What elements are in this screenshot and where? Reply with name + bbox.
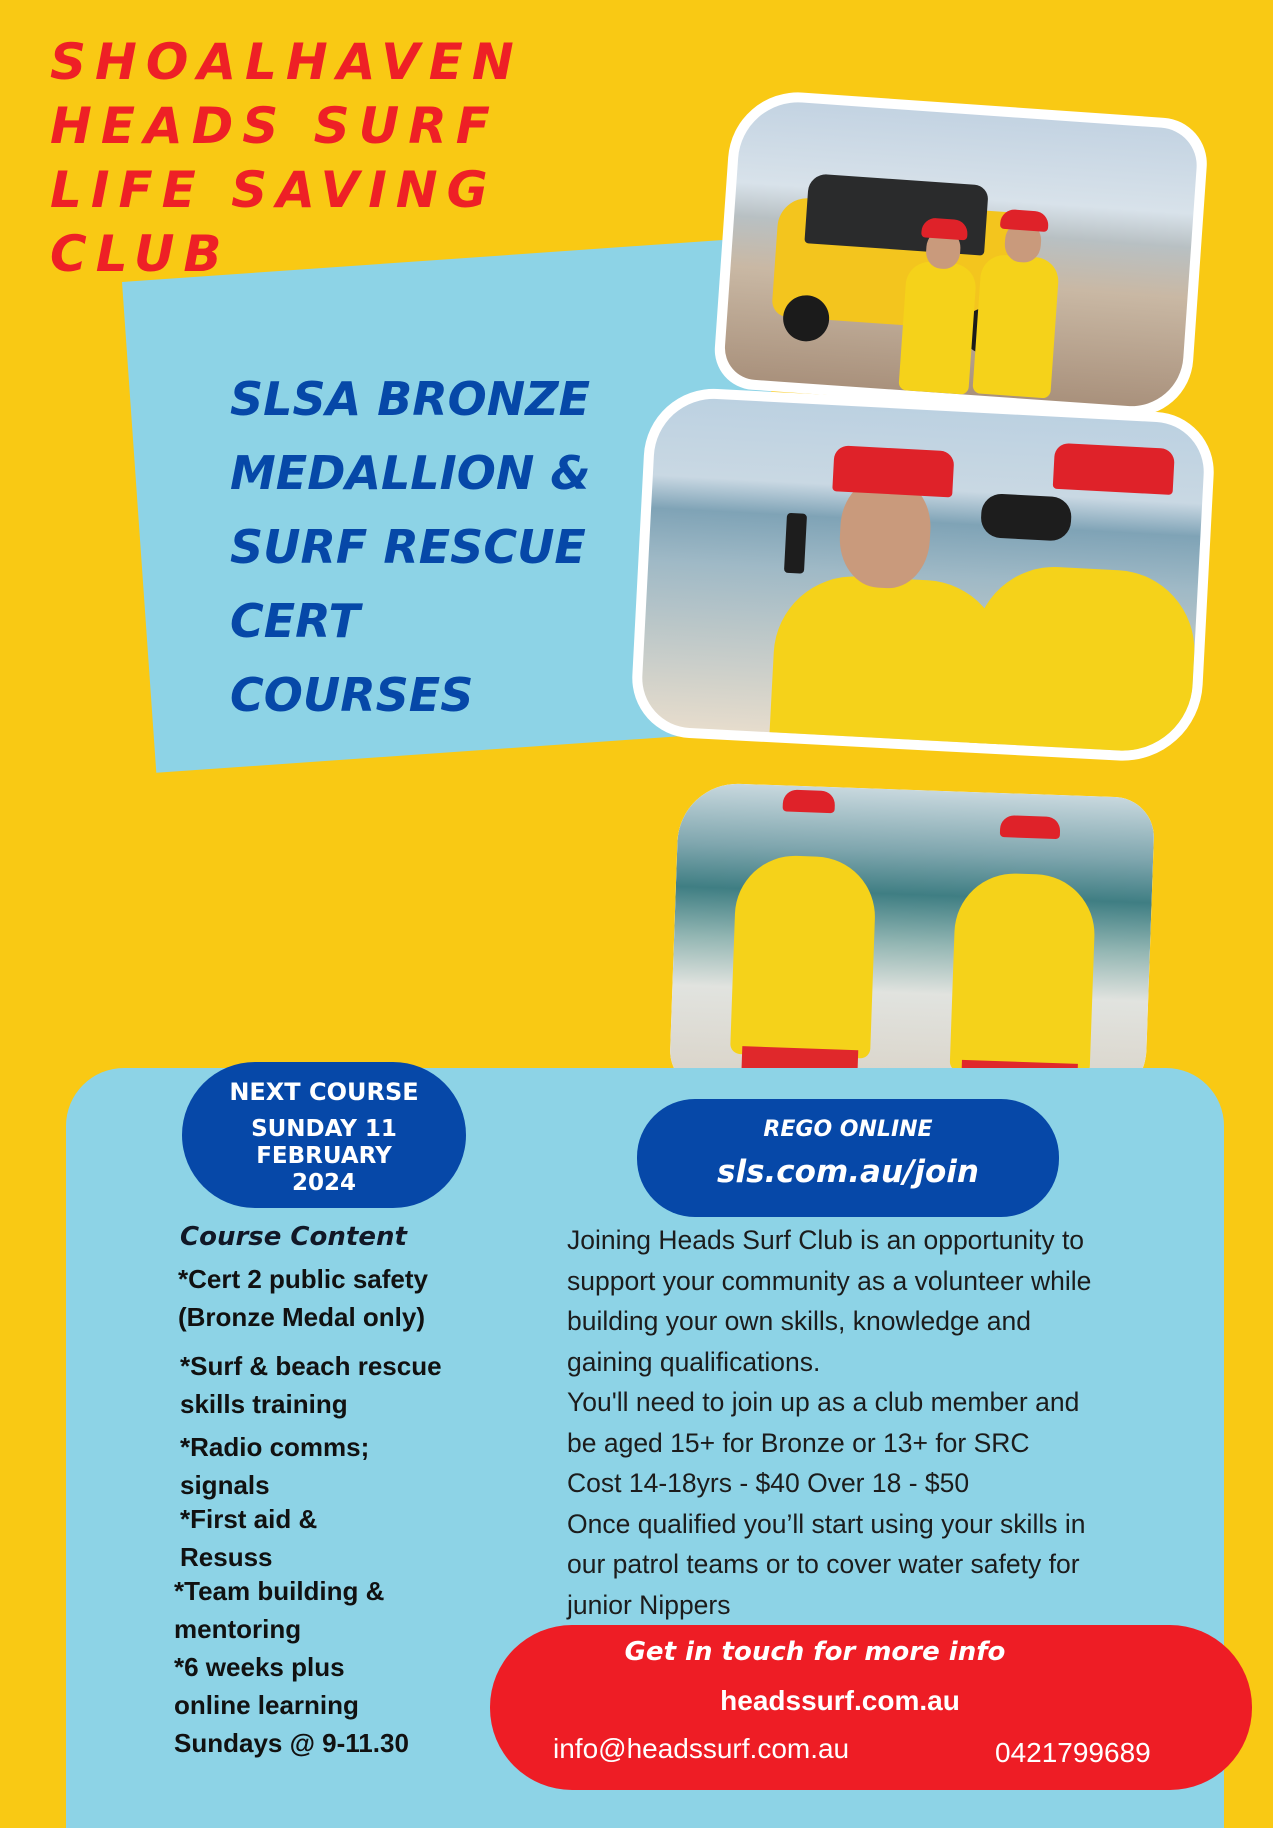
course-content-item: Resuss xyxy=(180,1542,273,1572)
club-title-line: SHOALHAVEN xyxy=(50,33,523,91)
course-title-line: CERT xyxy=(230,594,360,648)
blurb-line: Cost 14-18yrs - $40 Over 18 - $50 xyxy=(567,1468,970,1498)
lifesaver-cap xyxy=(1000,815,1061,839)
rego-label: REGO ONLINE xyxy=(763,1117,933,1142)
club-title-line: LIFE SAVING xyxy=(50,161,497,219)
course-content-item: (Bronze Medal only) xyxy=(178,1302,426,1332)
contact-website-link[interactable]: headssurf.com.au xyxy=(720,1685,960,1716)
lifesaver-figure xyxy=(950,872,1097,1077)
blurb-line: be aged 15+ for Bronze or 13+ for SRC xyxy=(567,1427,1030,1458)
blurb-line: support your community as a volunteer while xyxy=(567,1265,1092,1296)
contact-banner xyxy=(490,1625,1252,1790)
club-title-line: HEADS SURF xyxy=(50,97,499,155)
blurb-line: junior Nippers xyxy=(567,1589,731,1620)
course-content-item: mentoring xyxy=(174,1614,302,1644)
lifesaver-cap xyxy=(1000,209,1049,232)
club-title xyxy=(50,30,523,286)
contact-email-link[interactable]: info@headssurf.com.au xyxy=(553,1733,850,1764)
course-content-item: signals xyxy=(180,1470,270,1500)
photo-lifesavers-beach xyxy=(669,782,1155,1106)
lifesaver-figure xyxy=(972,253,1060,398)
club-title-line: CLUB xyxy=(50,225,231,283)
lifesaver-figure xyxy=(969,563,1199,754)
blurb-line: our patrol teams or to cover water safety for xyxy=(567,1549,1080,1579)
course-title-line: SLSA BRONZE xyxy=(230,372,591,426)
blurb-line: Once qualified you’ll start using your skills in xyxy=(567,1508,1086,1539)
course-content-item: skills training xyxy=(180,1389,348,1419)
course-title xyxy=(230,362,590,732)
course-content-item: *First aid & xyxy=(180,1504,318,1534)
course-content-item: *6 weeks plus xyxy=(174,1652,345,1682)
course-title-line: SURF RESCUE xyxy=(230,520,586,574)
blurb-line: Joining Heads Surf Club is an opportunity to xyxy=(567,1225,1085,1255)
blurb-line: building your own skills, knowledge and xyxy=(567,1306,1032,1336)
blurb-line: gaining qualifications. xyxy=(567,1346,821,1377)
contact-heading: Get in touch for more info xyxy=(624,1637,1006,1667)
course-content-heading: Course Content xyxy=(180,1222,407,1252)
lifesaver-cap xyxy=(783,789,836,813)
course-title-line: MEDALLION & xyxy=(230,446,591,500)
radio-shape xyxy=(784,513,807,574)
course-content-item: *Team building & xyxy=(174,1576,385,1606)
course-content-item: Sundays @ 9-11.30 xyxy=(174,1728,409,1758)
course-title-line: COURSES xyxy=(230,668,474,722)
course-content-item: online learning xyxy=(174,1690,359,1720)
photo-radio-binoculars xyxy=(629,385,1217,764)
next-course-label: NEXT COURSE xyxy=(229,1078,419,1106)
course-content-item: *Radio comms; xyxy=(180,1432,370,1462)
binoculars-shape xyxy=(980,493,1072,542)
next-course-date: SUNDAY 11 FEBRUARY 2024 xyxy=(251,1116,397,1196)
blurb-line: You'll need to join up as a club member and xyxy=(567,1387,1080,1417)
course-content-item: *Surf & beach rescue xyxy=(180,1351,442,1381)
photo-beach-vehicle-image xyxy=(723,98,1199,409)
course-content-item: *Cert 2 public safety xyxy=(178,1264,428,1294)
contact-phone-link[interactable]: 0421799689 xyxy=(995,1737,1151,1768)
lifesaver-figure xyxy=(898,260,977,395)
photo-radio-binoculars-image xyxy=(640,396,1207,754)
lifesaver-cap xyxy=(1053,443,1175,495)
photo-beach-vehicle xyxy=(712,88,1210,421)
next-course-badge xyxy=(182,1062,466,1208)
rego-online-badge[interactable] xyxy=(637,1099,1059,1217)
rego-url-link[interactable]: sls.com.au/join xyxy=(717,1154,979,1190)
lifesaver-figure xyxy=(730,854,877,1059)
lifesaver-cap xyxy=(832,445,954,497)
photo-lifesavers-beach-image xyxy=(669,782,1155,1106)
vehicle-cab-shape xyxy=(804,173,988,255)
club-blurb xyxy=(567,1220,1167,1625)
